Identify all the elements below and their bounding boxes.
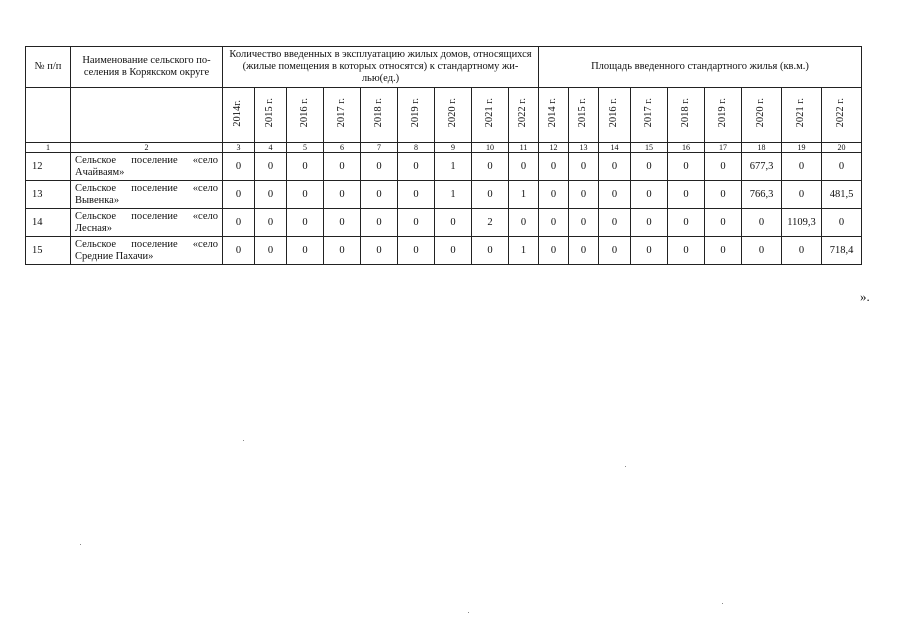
year-header [782, 88, 822, 143]
row-index: 12 [26, 153, 71, 181]
settlement-name-word: «село [192, 182, 218, 194]
value-cell: 0 [705, 237, 742, 265]
year-label: 2020 г. [755, 98, 767, 128]
value-cell: 0 [631, 209, 668, 237]
value-cell: 0 [668, 209, 705, 237]
value-cell: 0 [569, 209, 599, 237]
column-number: 4 [255, 143, 287, 153]
value-cell: 0 [255, 209, 287, 237]
column-number: 20 [822, 143, 862, 153]
value-cell: 0 [539, 209, 569, 237]
year-label: 2017 г. [335, 98, 347, 128]
value-cell: 0 [287, 209, 324, 237]
year-label: 2018 г. [372, 98, 384, 128]
settlement-name-word: Сельское [75, 238, 117, 250]
value-cell: 0 [742, 209, 782, 237]
year-label: 2014 г. [547, 98, 559, 128]
settlement-name-word: поселение [131, 238, 178, 250]
column-number: 11 [509, 143, 539, 153]
settlement-name [71, 181, 223, 209]
year-label: 2016 г. [298, 98, 310, 128]
column-number: 7 [361, 143, 398, 153]
table-row [26, 153, 862, 181]
year-label: 2014г. [232, 99, 244, 127]
value-cell: 0 [472, 181, 509, 209]
value-cell: 481,5 [822, 181, 862, 209]
year-label: 2015 г. [264, 98, 276, 128]
header-row-years [26, 88, 862, 143]
col-num-header: № п/п [26, 47, 71, 88]
value-cell: 0 [324, 181, 361, 209]
value-cell: 1 [509, 181, 539, 209]
year-header [472, 88, 509, 143]
year-label: 2022 г. [835, 98, 847, 128]
year-header [599, 88, 631, 143]
value-cell: 718,4 [822, 237, 862, 265]
value-cell: 0 [223, 209, 255, 237]
value-cell: 0 [287, 237, 324, 265]
settlement-name [71, 153, 223, 181]
settlement-name-line2: Средние Пахачи» [75, 250, 154, 262]
value-cell: 0 [472, 237, 509, 265]
value-cell: 0 [539, 181, 569, 209]
scan-speck [722, 603, 723, 604]
row-index: 15 [26, 237, 71, 265]
value-cell: 0 [255, 181, 287, 209]
value-cell: 766,3 [742, 181, 782, 209]
value-cell: 0 [822, 209, 862, 237]
value-cell: 0 [398, 153, 435, 181]
value-cell: 0 [822, 153, 862, 181]
column-number: 13 [569, 143, 599, 153]
col-name-header: Наименование сельского по-селения в Корякском округе [71, 47, 223, 88]
settlement-name-word: поселение [131, 210, 178, 222]
year-header [398, 88, 435, 143]
value-cell: 0 [599, 237, 631, 265]
column-number: 10 [472, 143, 509, 153]
year-label: 2022 г. [517, 98, 529, 128]
value-cell: 0 [668, 237, 705, 265]
year-label: 2016 г. [608, 98, 620, 128]
value-cell: 0 [361, 181, 398, 209]
value-cell: 0 [287, 181, 324, 209]
year-label: 2021 г. [795, 98, 807, 128]
group-area-header: Площадь введенного стандартного жилья (кв.м.) [539, 47, 862, 88]
value-cell: 0 [569, 153, 599, 181]
value-cell: 0 [539, 237, 569, 265]
blank-cell [26, 88, 71, 143]
value-cell: 0 [742, 237, 782, 265]
settlement-name-word: Сельское [75, 182, 117, 194]
value-cell: 0 [705, 181, 742, 209]
year-label: 2017 г. [642, 98, 654, 128]
value-cell: 0 [223, 237, 255, 265]
value-cell: 1 [509, 237, 539, 265]
settlement-name-word: «село [192, 154, 218, 166]
year-label: 2015 г. [577, 98, 589, 128]
value-cell: 0 [398, 181, 435, 209]
row-index: 14 [26, 209, 71, 237]
value-cell: 0 [569, 181, 599, 209]
value-cell: 0 [223, 153, 255, 181]
closing-quote-mark: ». [860, 289, 870, 304]
settlement-name-word: Сельское [75, 210, 117, 222]
year-header [705, 88, 742, 143]
scan-speck [625, 466, 626, 467]
scan-speck [243, 440, 244, 441]
value-cell: 0 [599, 181, 631, 209]
value-cell: 0 [599, 209, 631, 237]
year-header [435, 88, 472, 143]
value-cell: 1 [435, 181, 472, 209]
year-header [822, 88, 862, 143]
value-cell: 0 [539, 153, 569, 181]
year-label: 2021 г. [483, 98, 495, 128]
table-row [26, 237, 862, 265]
value-cell: 677,3 [742, 153, 782, 181]
scan-speck [468, 612, 469, 613]
year-header [324, 88, 361, 143]
year-header [631, 88, 668, 143]
value-cell: 0 [287, 153, 324, 181]
column-number: 1 [26, 143, 71, 153]
column-number: 15 [631, 143, 668, 153]
value-cell: 0 [631, 181, 668, 209]
group-count-header: Количество введенных в эксплуатацию жилых домов, относящихся (жилые помещения в которых относятся) к стандартному жи-лью(ед.) [223, 47, 539, 88]
column-number: 17 [705, 143, 742, 153]
column-number: 18 [742, 143, 782, 153]
year-header [668, 88, 705, 143]
value-cell: 1 [435, 153, 472, 181]
column-number: 12 [539, 143, 569, 153]
column-number: 5 [287, 143, 324, 153]
settlement-name-word: поселение [131, 154, 178, 166]
scan-speck [80, 544, 81, 545]
year-header [539, 88, 569, 143]
value-cell: 0 [569, 237, 599, 265]
year-label: 2019 г. [409, 98, 421, 128]
value-cell: 0 [782, 181, 822, 209]
year-header [509, 88, 539, 143]
column-number: 6 [324, 143, 361, 153]
settlement-name-word: «село [192, 210, 218, 222]
value-cell: 2 [472, 209, 509, 237]
value-cell: 0 [361, 209, 398, 237]
year-header [361, 88, 398, 143]
value-cell: 0 [705, 209, 742, 237]
data-table [25, 46, 862, 265]
settlement-name-word: «село [192, 238, 218, 250]
column-number: 14 [599, 143, 631, 153]
row-index: 13 [26, 181, 71, 209]
value-cell: 0 [361, 153, 398, 181]
value-cell: 0 [782, 153, 822, 181]
value-cell: 0 [509, 209, 539, 237]
column-number: 8 [398, 143, 435, 153]
settlement-name-line2: Вывенка» [75, 194, 120, 206]
value-cell: 0 [398, 237, 435, 265]
value-cell: 0 [509, 153, 539, 181]
column-number: 3 [223, 143, 255, 153]
blank-cell [71, 88, 223, 143]
value-cell: 0 [255, 153, 287, 181]
column-number: 2 [71, 143, 223, 153]
value-cell: 1109,3 [782, 209, 822, 237]
value-cell: 0 [705, 153, 742, 181]
value-cell: 0 [255, 237, 287, 265]
table-row [26, 181, 862, 209]
table-row [26, 209, 862, 237]
column-number: 9 [435, 143, 472, 153]
column-number: 19 [782, 143, 822, 153]
value-cell: 0 [668, 181, 705, 209]
settlement-name [71, 209, 223, 237]
column-number: 16 [668, 143, 705, 153]
value-cell: 0 [668, 153, 705, 181]
value-cell: 0 [435, 209, 472, 237]
value-cell: 0 [361, 237, 398, 265]
settlement-name-line2: Лесная» [75, 222, 112, 234]
header-row-numbers [26, 143, 862, 153]
settlement-name-word: Сельское [75, 154, 117, 166]
year-header [569, 88, 599, 143]
header-row-group [26, 47, 862, 88]
value-cell: 0 [223, 181, 255, 209]
value-cell: 0 [631, 153, 668, 181]
year-header [255, 88, 287, 143]
value-cell: 0 [631, 237, 668, 265]
value-cell: 0 [782, 237, 822, 265]
year-label: 2018 г. [679, 98, 691, 128]
year-label: 2020 г. [446, 98, 458, 128]
settlement-name [71, 237, 223, 265]
year-label: 2019 г. [716, 98, 728, 128]
value-cell: 0 [324, 209, 361, 237]
value-cell: 0 [324, 237, 361, 265]
value-cell: 0 [398, 209, 435, 237]
settlement-name-word: поселение [131, 182, 178, 194]
settlement-name-line2: Ачайваям» [75, 166, 125, 178]
value-cell: 0 [472, 153, 509, 181]
value-cell: 0 [435, 237, 472, 265]
year-header [287, 88, 324, 143]
year-header [742, 88, 782, 143]
year-header [223, 88, 255, 143]
value-cell: 0 [599, 153, 631, 181]
value-cell: 0 [324, 153, 361, 181]
